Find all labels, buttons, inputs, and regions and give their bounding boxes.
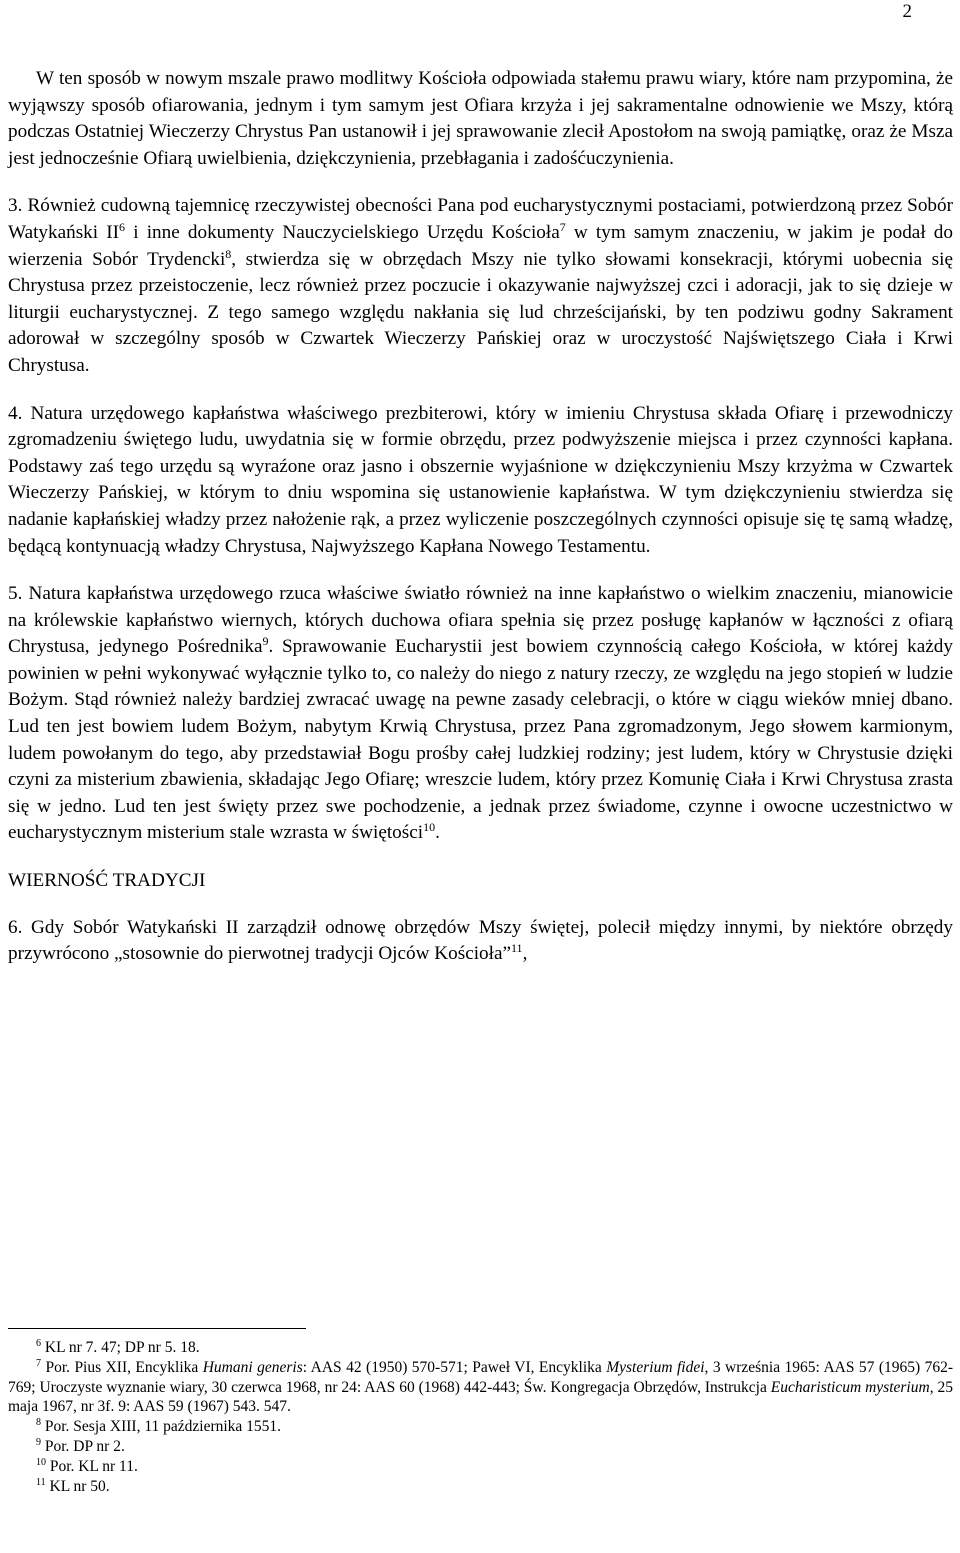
footnote-title-italic: Humani generis	[202, 1358, 303, 1376]
footnote-text: , 25 maja 1967, nr 3f. 9: AAS 59 (1967) 543. 547.	[8, 1378, 953, 1416]
footnote-ref-9[interactable]: 9	[262, 634, 269, 649]
paragraph-3-text-c: w tym samym znaczeniu, w jakim je podał do wierzenia Sobór Trydencki	[8, 221, 953, 270]
footnote-text: , 3 września 1965: AAS 57 (1965) 762-769; Uroczyste wyznanie wiary, 30 czerwca 1968, nr 24: AAS 60 (1968) 442-443; Św. Kongregacja Obrzędów, Instrukcja	[8, 1358, 954, 1396]
footnote-ref-10[interactable]: 10	[423, 820, 436, 835]
footnote-11	[8, 1477, 953, 1497]
footnote-text: KL nr 7. 47; DP nr 5. 18.	[41, 1339, 200, 1356]
footnote-mark: 7	[36, 1357, 41, 1369]
paragraph-3-text-d: , stwierdza się w obrzędach Mszy nie tylko słowami konsekracji, którymi uobecnia się Chrystusa przez przeistoczenie, lecz również przez poczucie i okazywanie najwyższej czci i adoracji, jak to się dzieje w liturgii eucharystycznej. Z tego samego względu nakłania się lud chrześcijański, by ten podziwu godny Sakrament adorował w szczególny sposób w Czwartek Wieczerzy Pańskiej oraz w uroczystość Najświętszego Ciała i Krwi Chrystusa.	[8, 248, 953, 376]
footnote-ref-8[interactable]: 8	[225, 246, 232, 261]
footnote-9	[8, 1437, 953, 1457]
section-heading: WIERNOŚĆ TRADYCJI	[8, 870, 206, 892]
paragraph-5-text-c: .	[435, 822, 440, 844]
paragraph-3-text-a: 3. Również cudowną tajemnicę rzeczywistej obecności Pana pod eucharystycznymi postaciami, potwierdzoną przez Sobór Watykański II	[8, 195, 953, 243]
footnote-10	[8, 1457, 953, 1477]
paragraph-5	[8, 581, 953, 847]
footnote-mark: 9	[36, 1436, 41, 1448]
footnote-mark: 10	[36, 1456, 46, 1468]
paragraph-6	[8, 915, 953, 968]
paragraph-intro: W ten sposób w nowym mszale prawo modlitwy Kościoła odpowiada stałemu prawu wiary, które nam przypomina, że wyjąwszy sposób ofiarowania, jednym i tym samym jest Ofiara krzyża i jej sakramentalne odnowienie we Mszy, którą podczas Ostatniej Wieczerzy Chrystus Pan ustanowił i jej sprawowanie zlecił Apostołom na swoją pamiątkę, oraz że Msza jest jednocześnie Ofiarą uwielbienia, dziękczynienia, przebłagania i zadośćuczynienia.	[8, 68, 953, 169]
footnote-8	[8, 1417, 953, 1437]
footnote-text: KL nr 50.	[45, 1477, 110, 1495]
footnote-text: Por. KL nr 11.	[46, 1457, 138, 1475]
page-number: 2	[902, 1, 912, 22]
document-body	[8, 66, 953, 989]
footnote-6	[8, 1338, 953, 1358]
paragraph-5-text-b: . Sprawowanie Eucharystii jest bowiem czynnością całego Kościoła, w której każdy powinien w pełni wykonywać wyłącznie tylko to, co należy do niego z natury rzeczy, ze względu na jego stopień w ludzie Bożym. Stąd również należy bardziej zwracać uwagę na pewne zasady celebracji, o które w ciągu wieków mniej dbano. Lud ten jest bowiem ludem Bożym, nabytym Krwią Chrystusa, przez Pana zgromadzonym, Jego słowem karmionym, ludem powołanym do tego, aby przedstawiał Bogu prośby całej ludzkiej rodziny; jest ludem, który w Chrystusie dzięki czyni za misterium zbawienia, składając Jego Ofiarę; wreszcie ludem, który przez Komunię Ciała i Krwi Chrystusa zrasta się w jedno. Lud ten jest święty przez swe pochodzenie, a jednak przez świadome, czynne i owocne uczestnictwo w eucharystycznym misterium stale wzrasta w świętości	[8, 636, 953, 844]
footnote-text: Por. Pius XII, Encyklika	[41, 1358, 203, 1376]
footnotes	[8, 1338, 953, 1496]
footnote-ref-6[interactable]: 6	[119, 219, 126, 234]
paragraph-6-text-a: 6. Gdy Sobór Watykański II zarządził odnowę obrzędów Mszy świętej, polecił między innymi, by niektóre obrzędy przywrócono „stosownie do pierwotnej tradycji Ojców Kościoła”	[8, 916, 953, 965]
paragraph-5-text-a: 5. Natura kapłaństwa urzędowego rzuca właściwe światło również na inne kapłaństwo o wielkim znaczeniu, mianowicie na królewskie kapłaństwo wiernych, których duchowa ofiara spełnia się przez posługę kapłanów w łączności z ofiarą Chrystusa, jedynego Pośrednika	[8, 583, 953, 658]
footnote-text: : AAS 42 (1950) 570-571; Paweł VI, Encyklika	[302, 1358, 607, 1376]
footnote-title-italic: Mysterium fidei	[606, 1358, 705, 1376]
footnote-title-italic: Eucharisticum mysterium	[770, 1378, 930, 1396]
footnote-ref-7[interactable]: 7	[559, 219, 566, 234]
footnote-text: Por. DP nr 2.	[41, 1437, 125, 1455]
footnote-text: Por. Sesja XIII, 11 października 1551.	[41, 1418, 282, 1436]
paragraph-6-text-b: ,	[522, 943, 528, 965]
paragraph-4: 4. Natura urzędowego kapłaństwa właściwego prezbiterowi, który w imieniu Chrystusa składa Ofiarę i przewodniczy zgromadzeniu świętego ludu, uwydatnia się w formie obrzędu, przez podwyższenie miejsca i przez czynności kapłana. Podstawy zaś tego urzędu są wyraźone oraz jasno i obszernie wyjaśnione w dziękczynieniu Mszy krzyżma w Czwartek Wieczerzy Pańskiej, w którym to dniu wspomina się ustanowienie kapłaństwa. W tym dziękczynieniu stwierdza się nadanie kapłańskiej władzy przez nałożenie rąk, a przez wyliczenie poszczególnych czynności opisuje się tę samą władzę, będącą kontynuacją władzy Chrystusa, Najwyższego Kapłana Nowego Testamentu.	[8, 402, 953, 557]
paragraph-3-text-b: i inne dokumenty Nauczycielskiego Urzędu Kościoła	[125, 221, 560, 243]
footnote-ref-11[interactable]: 11	[511, 941, 523, 956]
footnote-7	[8, 1358, 953, 1417]
footnote-divider	[8, 1328, 306, 1329]
footnote-mark: 8	[36, 1417, 41, 1429]
footnote-mark: 11	[36, 1476, 46, 1488]
footnote-mark: 6	[36, 1338, 41, 1349]
paragraph-3	[8, 193, 953, 379]
